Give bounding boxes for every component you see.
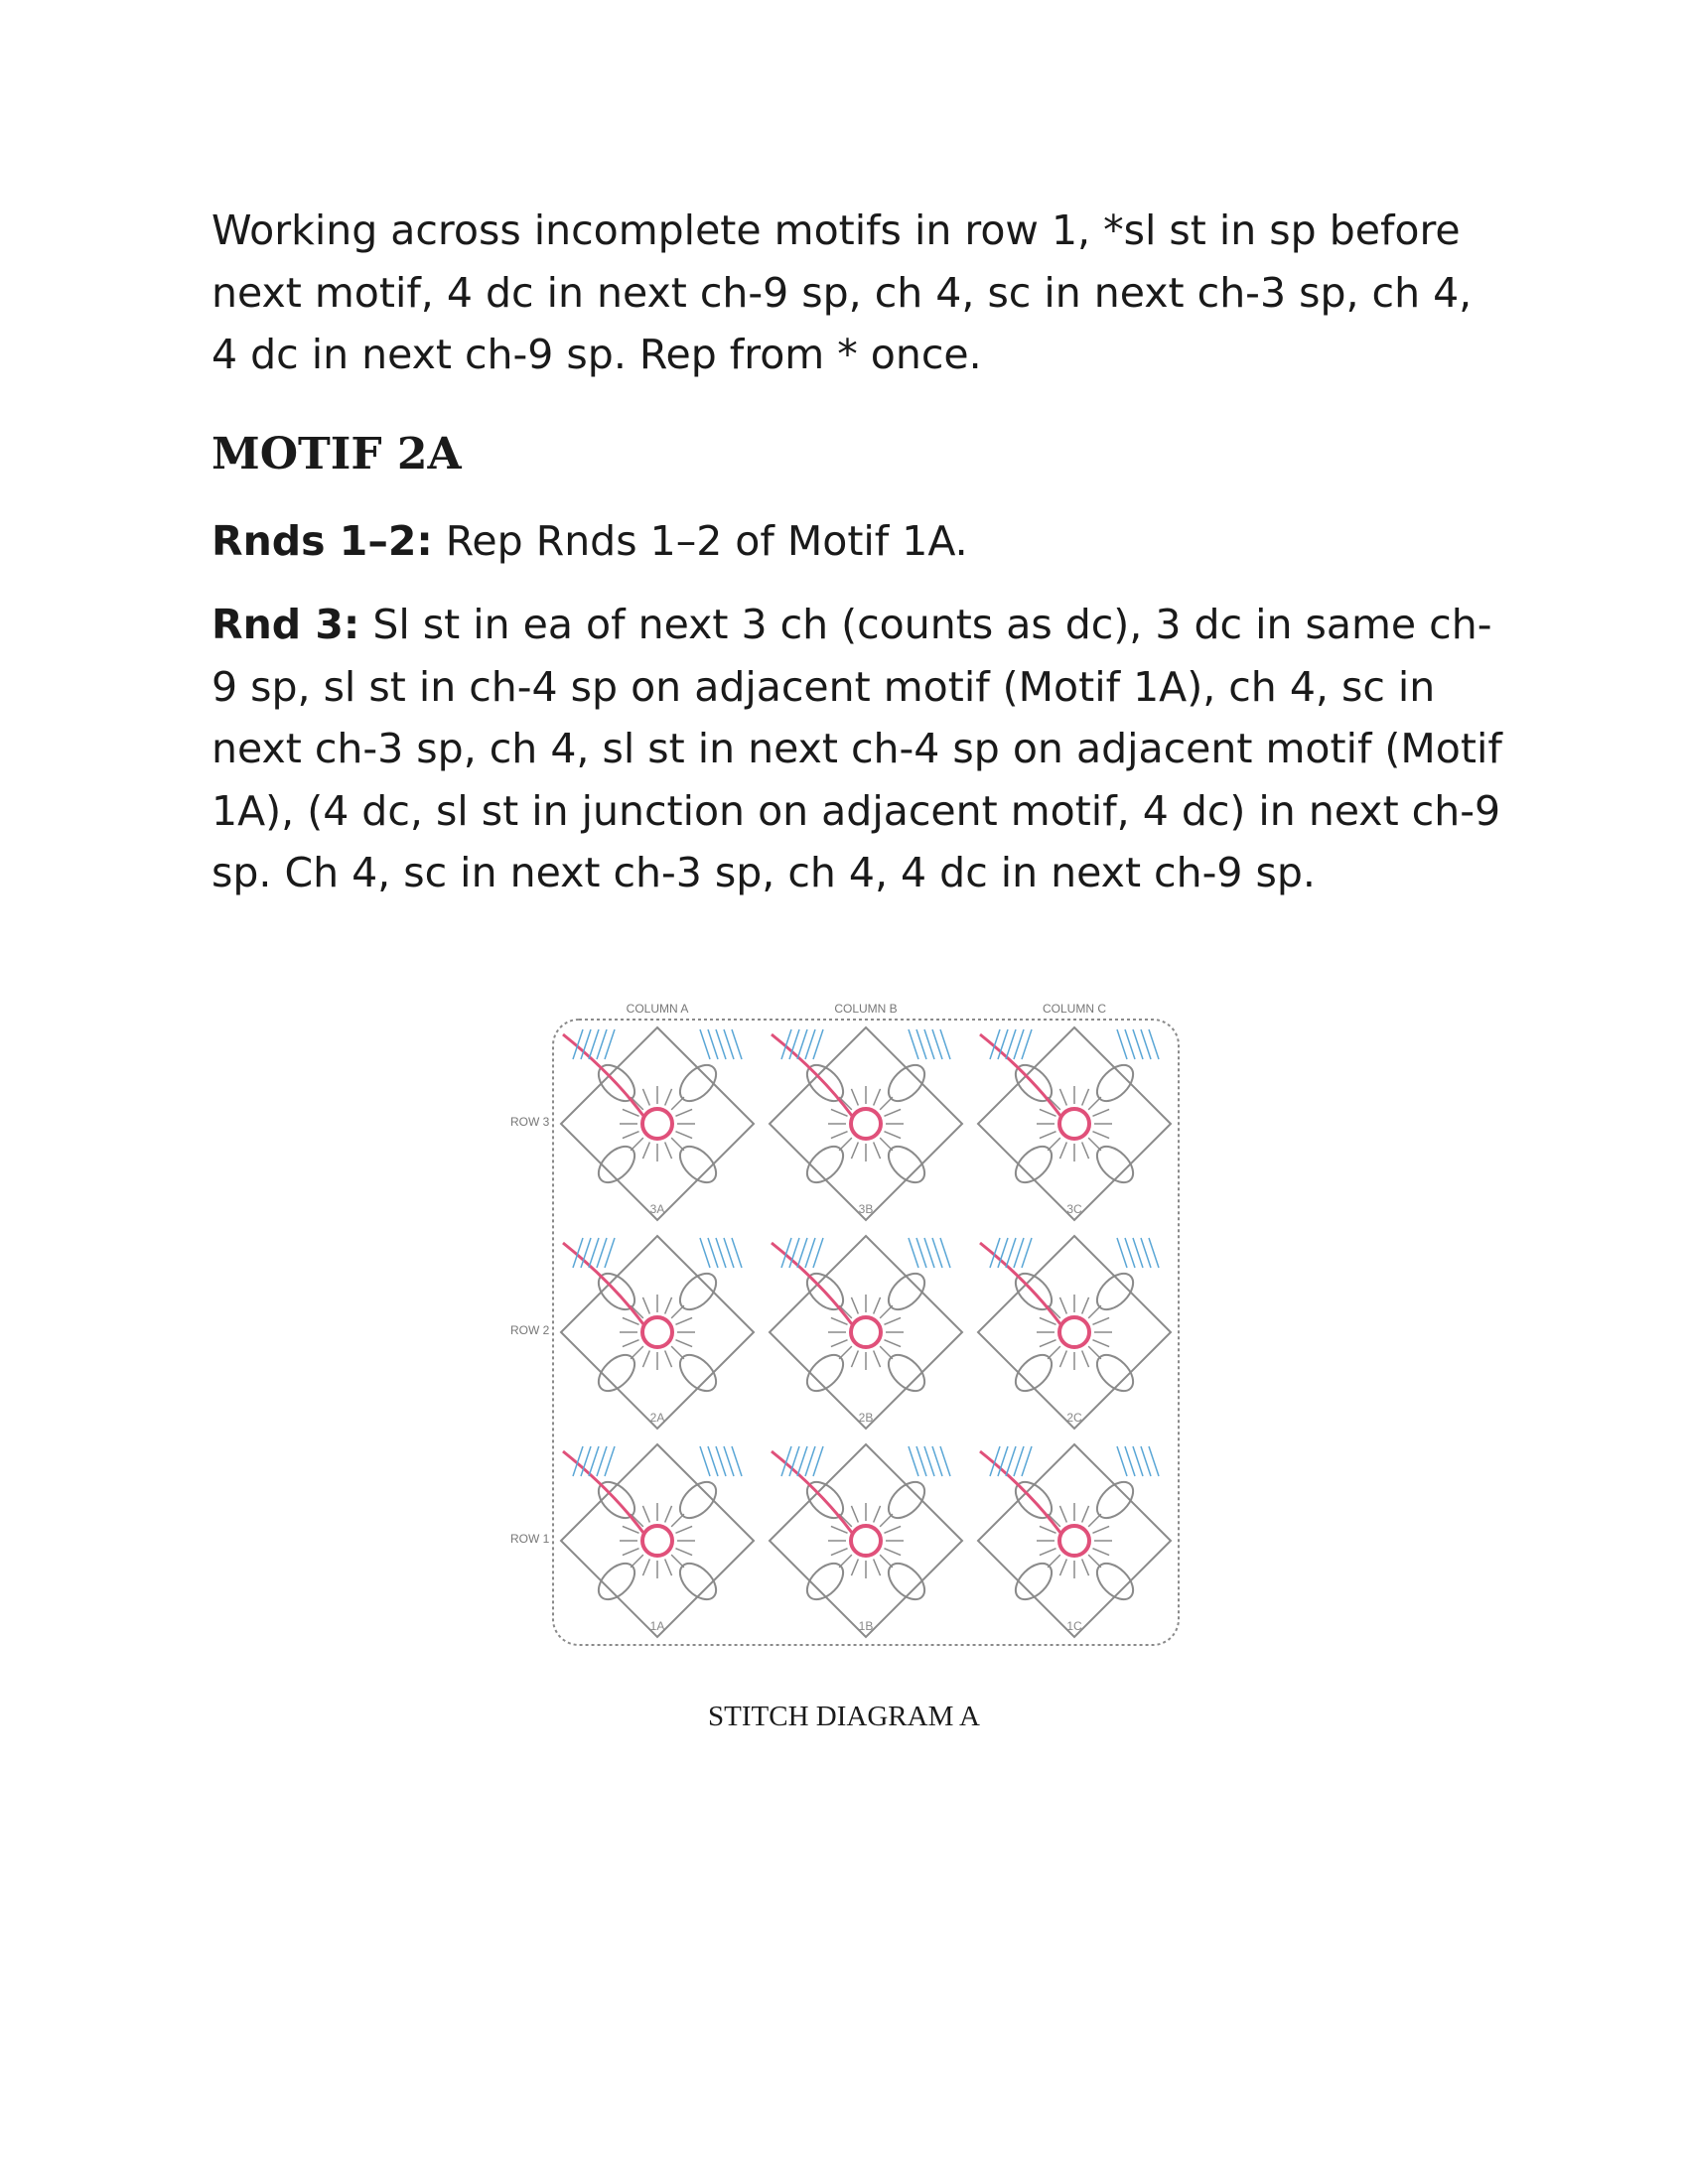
edge-stitch <box>932 1238 942 1268</box>
center-ring <box>642 1109 672 1139</box>
stitch-diagram-art <box>553 1020 1179 1645</box>
edge-stitch <box>940 1238 950 1268</box>
dc-stitch <box>874 1506 881 1523</box>
dc-stitch <box>1088 1097 1101 1110</box>
dc-stitch <box>1040 1549 1056 1556</box>
dc-stitch <box>1040 1526 1056 1533</box>
join-line <box>563 1243 643 1324</box>
dc-stitch <box>1059 1559 1066 1575</box>
intro-paragraph: Working across incomplete motifs in row 1, *sl st in sp before next motif, 4 dc in next ch-9 sp, ch 4, sc in next ch-3 sp, ch 4, 4 dc in next ch-9 sp. Rep from * once. <box>211 206 1473 378</box>
dc-stitch <box>874 1297 881 1314</box>
stitch-diagram <box>496 993 1192 1658</box>
join-line <box>980 1243 1060 1324</box>
edge-stitch <box>805 1029 815 1059</box>
dc-stitch <box>1088 1555 1101 1568</box>
center-ring <box>851 1526 881 1556</box>
edge-stitch <box>1149 1238 1159 1268</box>
dc-stitch <box>1040 1340 1056 1347</box>
edge-stitch <box>597 1029 607 1059</box>
edge-stitch <box>1125 1446 1135 1476</box>
center-ring <box>1059 1526 1089 1556</box>
edge-stitch <box>924 1029 934 1059</box>
row-label-2: ROW 2 <box>510 1323 550 1337</box>
edge-stitch <box>805 1446 815 1476</box>
dc-stitch <box>675 1317 692 1324</box>
dc-stitch <box>1082 1506 1089 1523</box>
edge-stitch <box>797 1446 807 1476</box>
motif-label-2c: 2C <box>1066 1411 1082 1425</box>
dc-stitch <box>1048 1138 1060 1151</box>
edge-stitch <box>1125 1029 1135 1059</box>
edge-stitch <box>1149 1029 1159 1059</box>
rnd-3-text: Sl st in ea of next 3 ch (counts as dc), 3 dc in same ch-9 sp, sl st in ch-4 sp on adjacent motif (Motif 1A), ch 4, sc in next ch-3 sp, ch 4, sl st in next ch-4 sp on adjacent motif (Motif 1A), (4 dc, sl st in junction on adjacent motif, 4 dc) in next ch-9 sp. Ch 4, sc in next ch-3 sp, ch 4, 4 dc in next ch-9 sp. <box>211 601 1502 896</box>
dc-stitch <box>1059 1350 1066 1367</box>
dc-stitch <box>1040 1132 1056 1139</box>
motif-label-1c: 1C <box>1066 1619 1082 1633</box>
dc-stitch <box>851 1142 858 1159</box>
dc-stitch <box>851 1089 858 1106</box>
dc-stitch <box>675 1109 692 1116</box>
edge-stitch <box>1006 1238 1016 1268</box>
dc-stitch <box>839 1138 852 1151</box>
column-label-a: COLUMN A <box>626 1002 689 1016</box>
edge-stitch <box>1117 1029 1127 1059</box>
edge-stitch <box>797 1029 807 1059</box>
column-label-c: COLUMN C <box>1042 1002 1107 1016</box>
dc-stitch <box>642 1350 649 1367</box>
dc-stitch <box>642 1506 649 1523</box>
dc-stitch <box>631 1346 643 1359</box>
dc-stitch <box>623 1317 639 1324</box>
edge-stitch <box>708 1238 718 1268</box>
edge-stitch <box>1117 1238 1127 1268</box>
join-line <box>980 1451 1060 1533</box>
dc-stitch <box>1082 1089 1089 1106</box>
join-line <box>980 1034 1060 1116</box>
edge-stitch <box>724 1029 734 1059</box>
edge-stitch <box>1133 1238 1143 1268</box>
edge-stitch <box>1014 1238 1024 1268</box>
dc-stitch <box>851 1297 858 1314</box>
join-line <box>772 1034 852 1116</box>
edge-stitch <box>1006 1446 1016 1476</box>
edge-stitch <box>1014 1446 1024 1476</box>
dc-stitch <box>671 1514 684 1527</box>
dc-stitch <box>884 1549 901 1556</box>
dc-stitch <box>880 1346 893 1359</box>
edge-stitch <box>716 1446 726 1476</box>
dc-stitch <box>671 1138 684 1151</box>
dc-stitch <box>1059 1297 1066 1314</box>
edge-stitch <box>932 1446 942 1476</box>
dc-stitch <box>831 1549 848 1556</box>
edge-stitch <box>916 1029 926 1059</box>
dc-stitch <box>675 1340 692 1347</box>
edge-stitch <box>1125 1238 1135 1268</box>
edge-stitch <box>916 1446 926 1476</box>
center-ring <box>851 1317 881 1347</box>
dc-stitch <box>665 1089 672 1106</box>
dc-stitch <box>1088 1346 1101 1359</box>
dc-stitch <box>671 1555 684 1568</box>
dc-stitch <box>671 1305 684 1318</box>
dc-stitch <box>1082 1297 1089 1314</box>
dc-stitch <box>1088 1305 1101 1318</box>
dc-stitch <box>831 1317 848 1324</box>
dc-stitch <box>665 1142 672 1159</box>
edge-stitch <box>924 1446 934 1476</box>
dc-stitch <box>874 1089 881 1106</box>
dc-stitch <box>1088 1514 1101 1527</box>
dc-stitch <box>1048 1555 1060 1568</box>
edge-stitch <box>700 1446 710 1476</box>
edge-stitch <box>924 1238 934 1268</box>
rnds-1-2-text: Rep Rnds 1–2 of Motif 1A. <box>432 517 968 565</box>
dc-stitch <box>1092 1109 1109 1116</box>
motif-label-1a: 1A <box>649 1619 665 1633</box>
dc-stitch <box>1040 1317 1056 1324</box>
dc-stitch <box>675 1549 692 1556</box>
edge-stitch <box>916 1238 926 1268</box>
dc-stitch <box>671 1097 684 1110</box>
motif-label-1b: 1B <box>858 1619 874 1633</box>
dc-stitch <box>1059 1142 1066 1159</box>
join-line <box>772 1243 852 1324</box>
edge-stitch <box>1141 1446 1151 1476</box>
dc-stitch <box>884 1317 901 1324</box>
rnd-3-label: Rnd 3: <box>211 601 360 648</box>
dc-stitch <box>675 1132 692 1139</box>
edge-stitch <box>1133 1446 1143 1476</box>
edge-stitch <box>940 1446 950 1476</box>
motif-label-3b: 3B <box>858 1202 874 1216</box>
edge-stitch <box>797 1238 807 1268</box>
dc-stitch <box>884 1109 901 1116</box>
edge-stitch <box>597 1446 607 1476</box>
dc-stitch <box>874 1350 881 1367</box>
dc-stitch <box>1092 1132 1109 1139</box>
edge-stitch <box>700 1238 710 1268</box>
row-label-1: ROW 1 <box>510 1532 550 1546</box>
column-label-b: COLUMN B <box>834 1002 898 1016</box>
motif-label-2a: 2A <box>649 1411 665 1425</box>
dc-stitch <box>831 1526 848 1533</box>
motif-label-3a: 3A <box>649 1202 665 1216</box>
dc-stitch <box>851 1350 858 1367</box>
dc-stitch <box>831 1132 848 1139</box>
dc-stitch <box>880 1097 893 1110</box>
dc-stitch <box>631 1555 643 1568</box>
dc-stitch <box>671 1346 684 1359</box>
dc-stitch <box>1088 1138 1101 1151</box>
dc-stitch <box>880 1305 893 1318</box>
edge-stitch <box>940 1029 950 1059</box>
edge-stitch <box>732 1446 742 1476</box>
edge-stitch <box>716 1029 726 1059</box>
edge-stitch <box>605 1238 615 1268</box>
dc-stitch <box>831 1109 848 1116</box>
join-line <box>563 1451 643 1533</box>
edge-stitch <box>1022 1029 1032 1059</box>
dc-stitch <box>884 1340 901 1347</box>
dc-stitch <box>665 1559 672 1575</box>
edge-stitch <box>805 1238 815 1268</box>
center-ring <box>1059 1317 1089 1347</box>
diagram-caption: STITCH DIAGRAM A <box>708 1701 980 1732</box>
edge-stitch <box>589 1029 599 1059</box>
dc-stitch <box>623 1526 639 1533</box>
edge-stitch <box>813 1029 823 1059</box>
dc-stitch <box>642 1142 649 1159</box>
edge-stitch <box>909 1446 918 1476</box>
edge-stitch <box>589 1446 599 1476</box>
edge-stitch <box>597 1238 607 1268</box>
center-ring <box>642 1317 672 1347</box>
dc-stitch <box>1092 1340 1109 1347</box>
dc-stitch <box>1092 1317 1109 1324</box>
dc-stitch <box>874 1142 881 1159</box>
edge-stitch <box>724 1238 734 1268</box>
edge-stitch <box>700 1029 710 1059</box>
motif-label-2b: 2B <box>858 1411 874 1425</box>
dc-stitch <box>851 1559 858 1575</box>
dc-stitch <box>874 1559 881 1575</box>
rnds-1-2-paragraph <box>211 510 1502 573</box>
edge-stitch <box>932 1029 942 1059</box>
dc-stitch <box>623 1549 639 1556</box>
dc-stitch <box>1082 1142 1089 1159</box>
edge-stitch <box>909 1029 918 1059</box>
edge-stitch <box>909 1238 918 1268</box>
edge-stitch <box>1141 1238 1151 1268</box>
edge-stitch <box>732 1238 742 1268</box>
dc-stitch <box>631 1138 643 1151</box>
row-label-3: ROW 3 <box>510 1115 550 1129</box>
edge-stitch <box>1022 1446 1032 1476</box>
edge-stitch <box>724 1446 734 1476</box>
center-ring <box>642 1526 672 1556</box>
edge-stitch <box>1141 1029 1151 1059</box>
edge-stitch <box>1022 1238 1032 1268</box>
dc-stitch <box>665 1350 672 1367</box>
dc-stitch <box>642 1089 649 1106</box>
center-ring <box>1059 1109 1089 1139</box>
dc-stitch <box>1082 1559 1089 1575</box>
edge-stitch <box>1133 1029 1143 1059</box>
dc-stitch <box>675 1526 692 1533</box>
dc-stitch <box>1059 1506 1066 1523</box>
edge-stitch <box>813 1446 823 1476</box>
center-ring <box>851 1109 881 1139</box>
dc-stitch <box>623 1109 639 1116</box>
edge-stitch <box>1014 1029 1024 1059</box>
edge-stitch <box>716 1238 726 1268</box>
motif-label-3c: 3C <box>1066 1202 1082 1216</box>
dc-stitch <box>884 1526 901 1533</box>
section-heading: MOTIF 2A <box>211 429 462 479</box>
dc-stitch <box>1092 1526 1109 1533</box>
dc-stitch <box>1059 1089 1066 1106</box>
edge-stitch <box>813 1238 823 1268</box>
dc-stitch <box>851 1506 858 1523</box>
rnd-3-paragraph <box>211 594 1502 904</box>
edge-stitch <box>1006 1029 1016 1059</box>
dc-stitch <box>839 1346 852 1359</box>
edge-stitch <box>605 1446 615 1476</box>
dc-stitch <box>642 1559 649 1575</box>
edge-stitch <box>589 1238 599 1268</box>
edge-stitch <box>605 1029 615 1059</box>
dc-stitch <box>880 1555 893 1568</box>
dc-stitch <box>839 1555 852 1568</box>
edge-stitch <box>1149 1446 1159 1476</box>
dc-stitch <box>884 1132 901 1139</box>
dc-stitch <box>1048 1346 1060 1359</box>
join-line <box>563 1034 643 1116</box>
dc-stitch <box>1040 1109 1056 1116</box>
dc-stitch <box>665 1506 672 1523</box>
dc-stitch <box>623 1132 639 1139</box>
dc-stitch <box>1082 1350 1089 1367</box>
dc-stitch <box>880 1138 893 1151</box>
dc-stitch <box>623 1340 639 1347</box>
dc-stitch <box>642 1297 649 1314</box>
edge-stitch <box>708 1029 718 1059</box>
edge-stitch <box>1117 1446 1127 1476</box>
join-line <box>772 1451 852 1533</box>
rnds-1-2-label: Rnds 1–2: <box>211 517 433 565</box>
dc-stitch <box>1092 1549 1109 1556</box>
dc-stitch <box>880 1514 893 1527</box>
edge-stitch <box>708 1446 718 1476</box>
edge-stitch <box>732 1029 742 1059</box>
dc-stitch <box>665 1297 672 1314</box>
dc-stitch <box>831 1340 848 1347</box>
